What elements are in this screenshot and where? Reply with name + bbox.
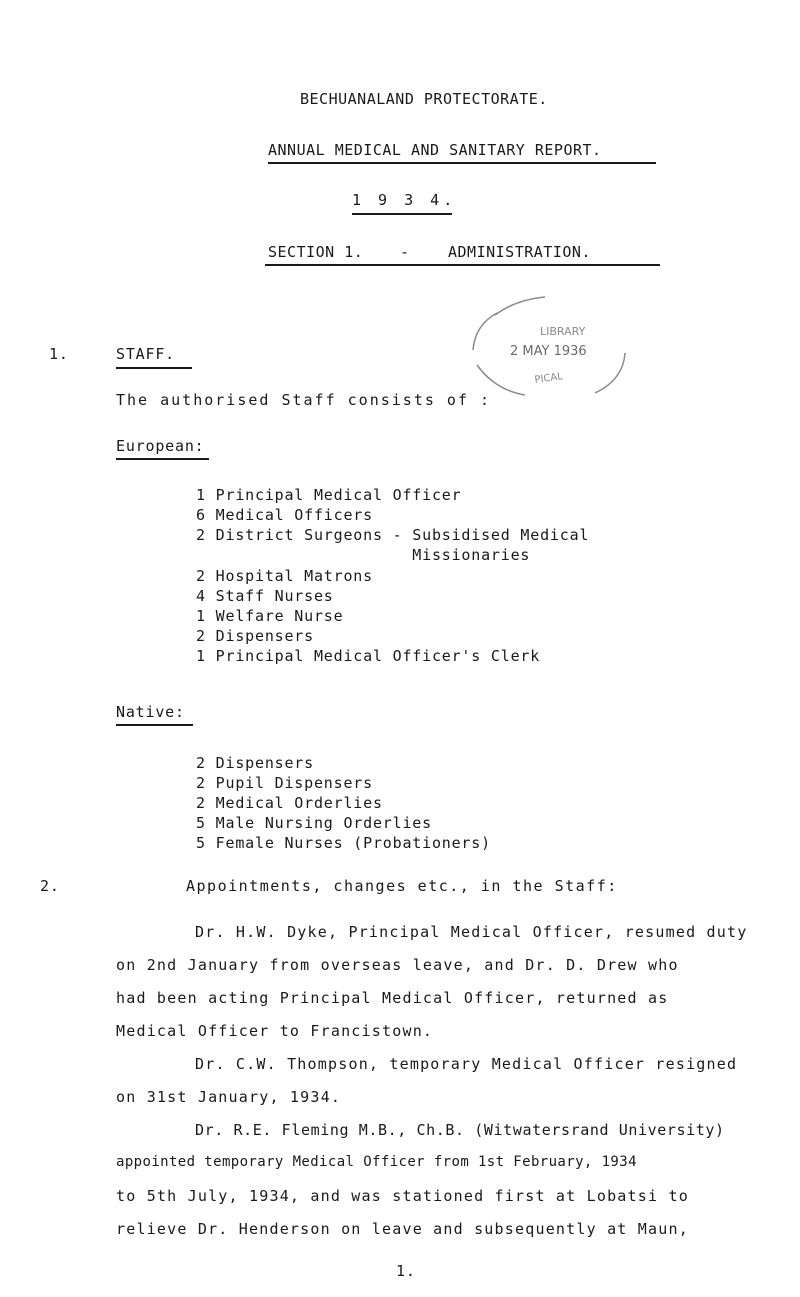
list-item: 6 Medical Officers bbox=[196, 506, 373, 524]
appointments-number: 2. bbox=[40, 877, 60, 895]
stamp-bottom-text: PICAL bbox=[533, 371, 564, 386]
paragraph-line: Dr. R.E. Fleming M.B., Ch.B. (Witwatersrand University) bbox=[195, 1121, 725, 1139]
paragraph-line: on 31st January, 1934. bbox=[116, 1088, 342, 1106]
staff-number: 1. bbox=[49, 345, 69, 363]
european-heading: European: bbox=[116, 437, 205, 455]
paragraph-line: Medical Officer to Francistown. bbox=[116, 1022, 434, 1040]
stamp-graphic bbox=[455, 295, 635, 405]
list-item: 2 Dispensers bbox=[196, 627, 314, 645]
paragraph-line: Dr. C.W. Thompson, temporary Medical Officer resigned bbox=[195, 1055, 738, 1073]
section-dash: - bbox=[400, 243, 410, 261]
library-stamp bbox=[455, 295, 635, 405]
list-item: Missionaries bbox=[196, 546, 531, 564]
list-item: 2 Dispensers bbox=[196, 754, 314, 772]
protectorate-title: BECHUANALAND PROTECTORATE. bbox=[300, 90, 548, 108]
stamp-date-text: 2 MAY 1936 bbox=[510, 344, 587, 359]
list-item: 4 Staff Nurses bbox=[196, 587, 334, 605]
list-item: 1 Principal Medical Officer bbox=[196, 486, 462, 504]
stamp-top-text: LIBRARY bbox=[540, 325, 586, 338]
list-item: 5 Male Nursing Orderlies bbox=[196, 814, 432, 832]
staff-heading: STAFF. bbox=[116, 345, 175, 363]
paragraph-line: on 2nd January from overseas leave, and Dr. D. Drew who bbox=[116, 956, 679, 974]
page-number: 1. bbox=[396, 1262, 416, 1280]
native-heading: Native: bbox=[116, 703, 185, 721]
list-item: 1 Principal Medical Officer's Clerk bbox=[196, 647, 541, 665]
section-number: SECTION 1. bbox=[268, 243, 364, 261]
report-title-underline bbox=[268, 162, 656, 164]
staff-heading-underline bbox=[116, 367, 192, 369]
section-underline bbox=[265, 264, 660, 266]
paragraph-line: appointed temporary Medical Officer from 1st February, 1934 bbox=[116, 1154, 637, 1170]
european-heading-underline bbox=[116, 458, 209, 460]
list-item: 2 Medical Orderlies bbox=[196, 794, 383, 812]
list-item: 2 Pupil Dispensers bbox=[196, 774, 373, 792]
paragraph-line: Dr. H.W. Dyke, Principal Medical Officer, resumed duty bbox=[195, 923, 748, 941]
list-item: 1 Welfare Nurse bbox=[196, 607, 344, 625]
staff-intro: The authorised Staff consists of : bbox=[116, 391, 492, 409]
section-title: ADMINISTRATION. bbox=[448, 243, 591, 261]
paragraph-line: relieve Dr. Henderson on leave and subsequently at Maun, bbox=[116, 1220, 689, 1238]
appointments-heading: Appointments, changes etc., in the Staff: bbox=[186, 877, 618, 895]
list-item: 2 Hospital Matrons bbox=[196, 567, 373, 585]
year-underline bbox=[352, 213, 452, 215]
list-item: 2 District Surgeons - Subsidised Medical bbox=[196, 526, 590, 544]
native-heading-underline bbox=[116, 724, 193, 726]
paragraph-line: had been acting Principal Medical Officer, returned as bbox=[116, 989, 669, 1007]
list-item: 5 Female Nurses (Probationers) bbox=[196, 834, 491, 852]
report-title: ANNUAL MEDICAL AND SANITARY REPORT. bbox=[268, 141, 602, 159]
paragraph-line: to 5th July, 1934, and was stationed first at Lobatsi to bbox=[116, 1187, 689, 1205]
report-year: 1 9 3 4. bbox=[352, 191, 457, 209]
